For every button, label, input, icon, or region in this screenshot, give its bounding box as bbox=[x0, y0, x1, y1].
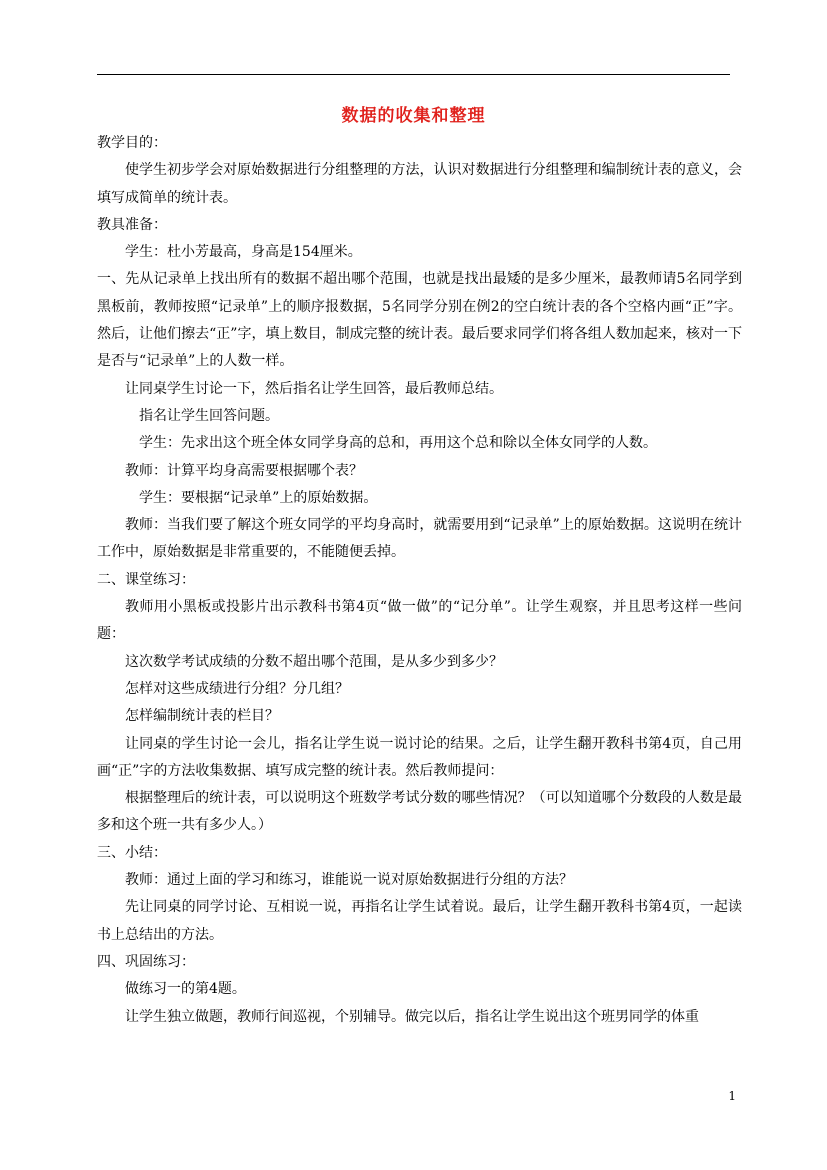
paragraph: 教学目的： bbox=[97, 135, 167, 151]
paragraph: 三、小结： bbox=[97, 844, 167, 861]
document-title: 数据的收集和整理 bbox=[341, 106, 486, 126]
paragraph: 这次数学考试成绩的分数不超出哪个范围，是从多少到多少？ bbox=[125, 653, 503, 670]
header-rule bbox=[97, 74, 730, 75]
paragraph: 做练习一的第4题。 bbox=[125, 981, 246, 998]
paragraph: 教师：计算平均身高需要根据哪个表？ bbox=[125, 462, 363, 479]
paragraph: 先让同桌的同学讨论、互相说一说，再指名让学生试着说。最后，让学生翻开教科书第4页，一起读书上总结出的方法。 bbox=[97, 899, 742, 943]
paragraph: 怎样对这些成绩进行分组？分几组？ bbox=[125, 680, 349, 697]
paragraph: 学生：杜小芳最高，身高是154厘米。 bbox=[125, 244, 362, 261]
paragraph: 指名让学生回答问题。 bbox=[139, 407, 279, 424]
paragraph: 根据整理后的统计表，可以说明这个班数学考试分数的哪些情况？（可以知道哪个分数段的人数是最多和这个班一共有多少人。） bbox=[97, 790, 742, 834]
paragraph: 学生：要根据“记录单”上的原始数据。 bbox=[139, 489, 378, 506]
paragraph: 让同桌的学生讨论一会儿，指名让学生说一说讨论的结果。之后，让学生翻开教科书第4页，自己用画“正”字的方法收集数据、填写成完整的统计表。然后教师提问： bbox=[97, 735, 742, 779]
paragraph: 使学生初步学会对原始数据进行分组整理的方法，认识对数据进行分组整理和编制统计表的意义，会填写成简单的统计表。 bbox=[97, 162, 742, 206]
paragraph: 学生：先求出这个班全体女同学身高的总和，再用这个总和除以全体女同学的人数。 bbox=[139, 435, 657, 452]
document-body bbox=[97, 130, 742, 1031]
paragraph: 四、巩固练习： bbox=[97, 953, 195, 970]
paragraph: 教师：当我们要了解这个班女同学的平均身高时，就需要用到“记录单”上的原始数据。这说明在统计工作中，原始数据是非常重要的，不能随便丢掉。 bbox=[97, 517, 742, 561]
paragraph: 一、先从记录单上找出所有的数据不超出哪个范围，也就是找出最矮的是多少厘米，最教师请5名同学到黑板前，教师按照“记录单”上的顺序报数据，5名同学分别在例2的空白统计表的各个空格内画“正”字。然后，让他们擦去“正”字，填上数目，制成完整的统计表。最后要求同学们将各组人数加起来，核对一下是否与“记录单”上的人数一样。 bbox=[97, 271, 742, 370]
paragraph: 怎样编制统计表的栏目？ bbox=[125, 708, 279, 725]
paragraph: 让学生独立做题，教师行间巡视，个别辅导。做完以后，指名让学生说出这个班男同学的体重 bbox=[125, 1008, 699, 1025]
paragraph: 教师：通过上面的学习和练习，谁能说一说对原始数据进行分组的方法？ bbox=[125, 872, 573, 889]
paragraph: 让同桌学生讨论一下，然后指名让学生回答，最后教师总结。 bbox=[125, 380, 503, 397]
paragraph: 教师用小黑板或投影片出示教科书第4页“做一做”的“记分单”。让学生观察，并且思考这样一些问题： bbox=[97, 599, 742, 643]
paragraph: 二、课堂练习： bbox=[97, 571, 195, 588]
page-number: 1 bbox=[728, 1089, 736, 1103]
paragraph: 教具准备： bbox=[97, 216, 167, 233]
